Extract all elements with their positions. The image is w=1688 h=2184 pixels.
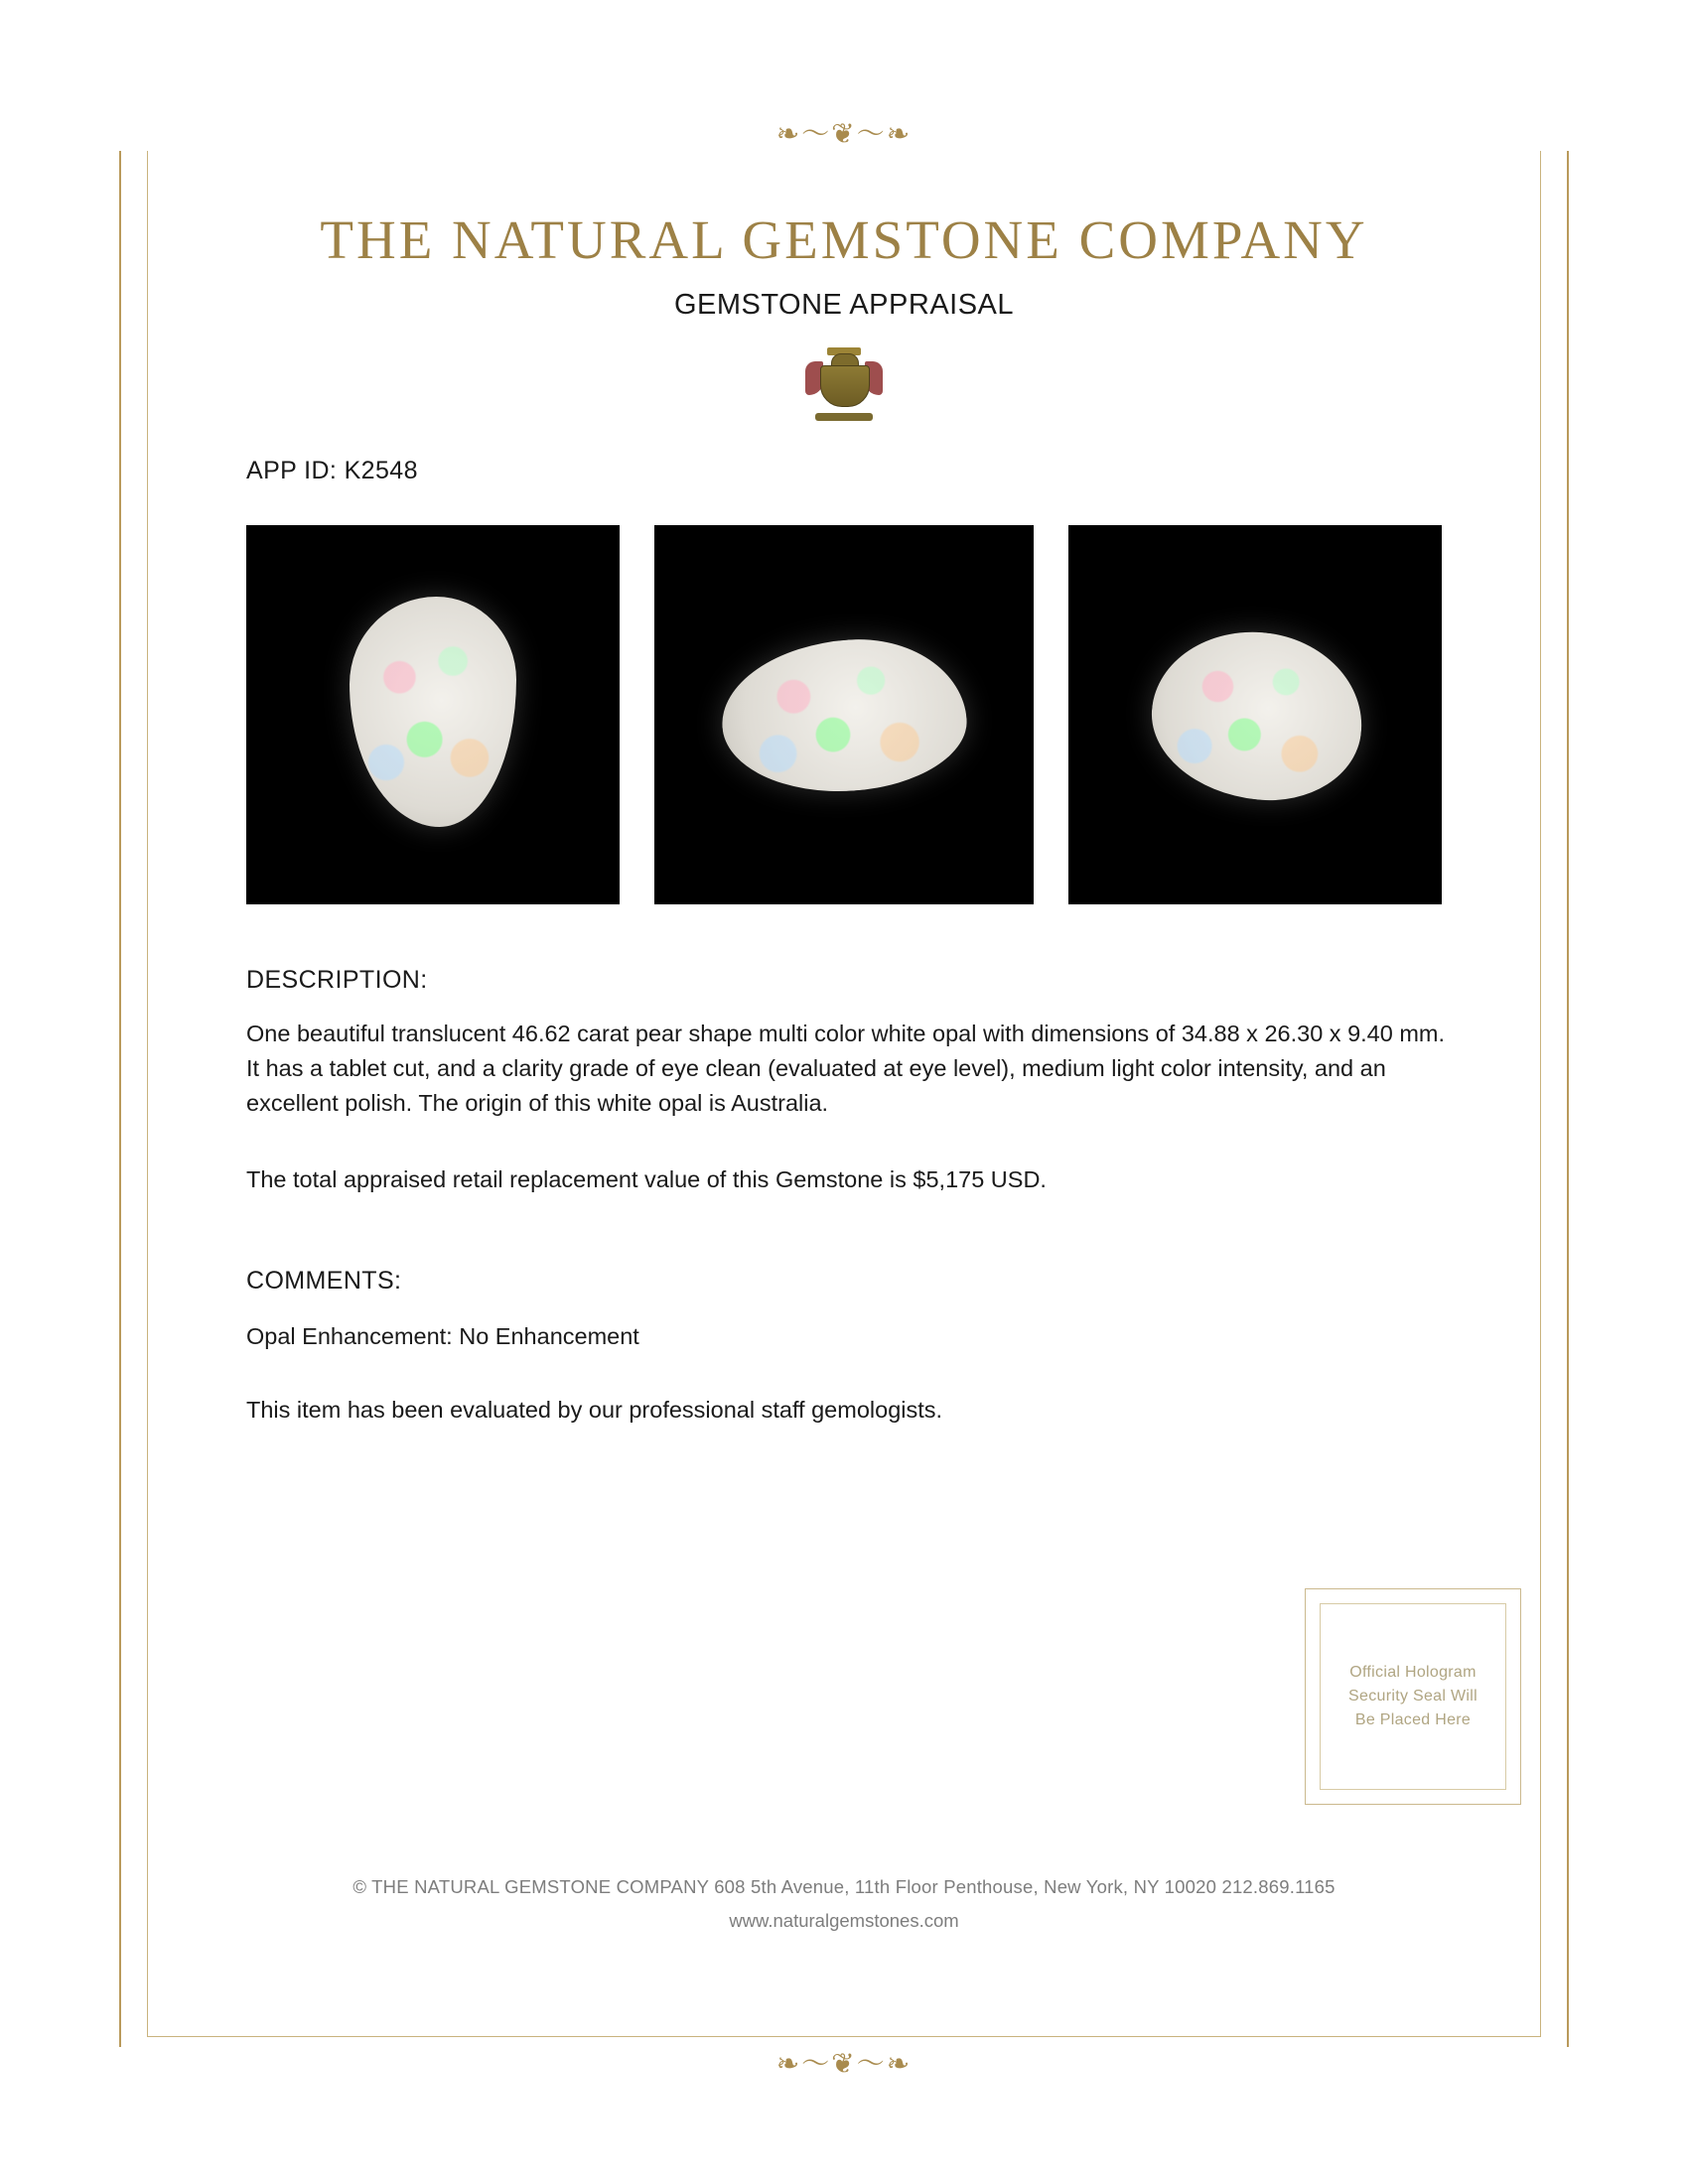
hologram-seal-box	[1305, 1588, 1521, 1805]
gem-photo-side	[654, 525, 1034, 904]
ornament-bottom	[0, 2047, 1688, 2081]
heraldic-crest-icon	[801, 347, 887, 423]
appraised-value-statement: The total appraised retail replacement value of this Gemstone is $5,175 USD.	[246, 1166, 1047, 1192]
description-heading: DESCRIPTION:	[246, 966, 428, 994]
ornament-bottom-glyph: ❧〜❦〜❧	[761, 2047, 927, 2081]
hologram-line-3: Be Placed Here	[1354, 1711, 1472, 1728]
hologram-line-1: Official Hologram	[1349, 1664, 1477, 1681]
description-paragraph: One beautiful translucent 46.62 carat pear shape multi color white opal with dimensions of 34.88 x 26.30 x 9.40 mm. It has a tablet cut, and a clarity grade of eye clean (evaluated at eye level), medium light color intensity, and an excellent polish. The origin of this white opal is Australia.	[246, 1021, 1446, 1116]
document-footer	[199, 1876, 1489, 1932]
ornament-top-glyph: ❧〜❦〜❧	[761, 117, 927, 151]
footer-website: www.naturalgemstones.com	[729, 1910, 959, 1931]
document-content	[199, 189, 1489, 1427]
opal-shape-side	[717, 632, 971, 800]
comments-heading: COMMENTS:	[246, 1267, 402, 1295]
crest-shield	[820, 365, 870, 407]
gem-photo-row	[199, 525, 1489, 904]
app-id: APP ID: K2548	[246, 457, 418, 484]
gem-photo-front	[246, 525, 620, 904]
ornament-top	[0, 117, 1688, 151]
hologram-seal-inner	[1320, 1603, 1506, 1790]
opal-shape-front	[350, 597, 516, 827]
company-title: THE NATURAL GEMSTONE COMPANY	[320, 209, 1368, 270]
opal-shape-angle	[1144, 621, 1370, 809]
document-subtitle: GEMSTONE APPRAISAL	[673, 289, 1015, 321]
comment-evaluation: This item has been evaluated by our professional staff gemologists.	[246, 1397, 943, 1423]
gem-photo-angle	[1068, 525, 1442, 904]
hologram-line-2: Security Seal Will	[1348, 1688, 1477, 1705]
crest-container	[199, 347, 1489, 423]
comment-enhancement: Opal Enhancement: No Enhancement	[246, 1323, 639, 1349]
footer-address: © THE NATURAL GEMSTONE COMPANY 608 5th Avenue, 11th Floor Penthouse, New York, NY 10020 212.869.1165	[352, 1876, 1336, 1897]
crest-base	[815, 413, 873, 421]
